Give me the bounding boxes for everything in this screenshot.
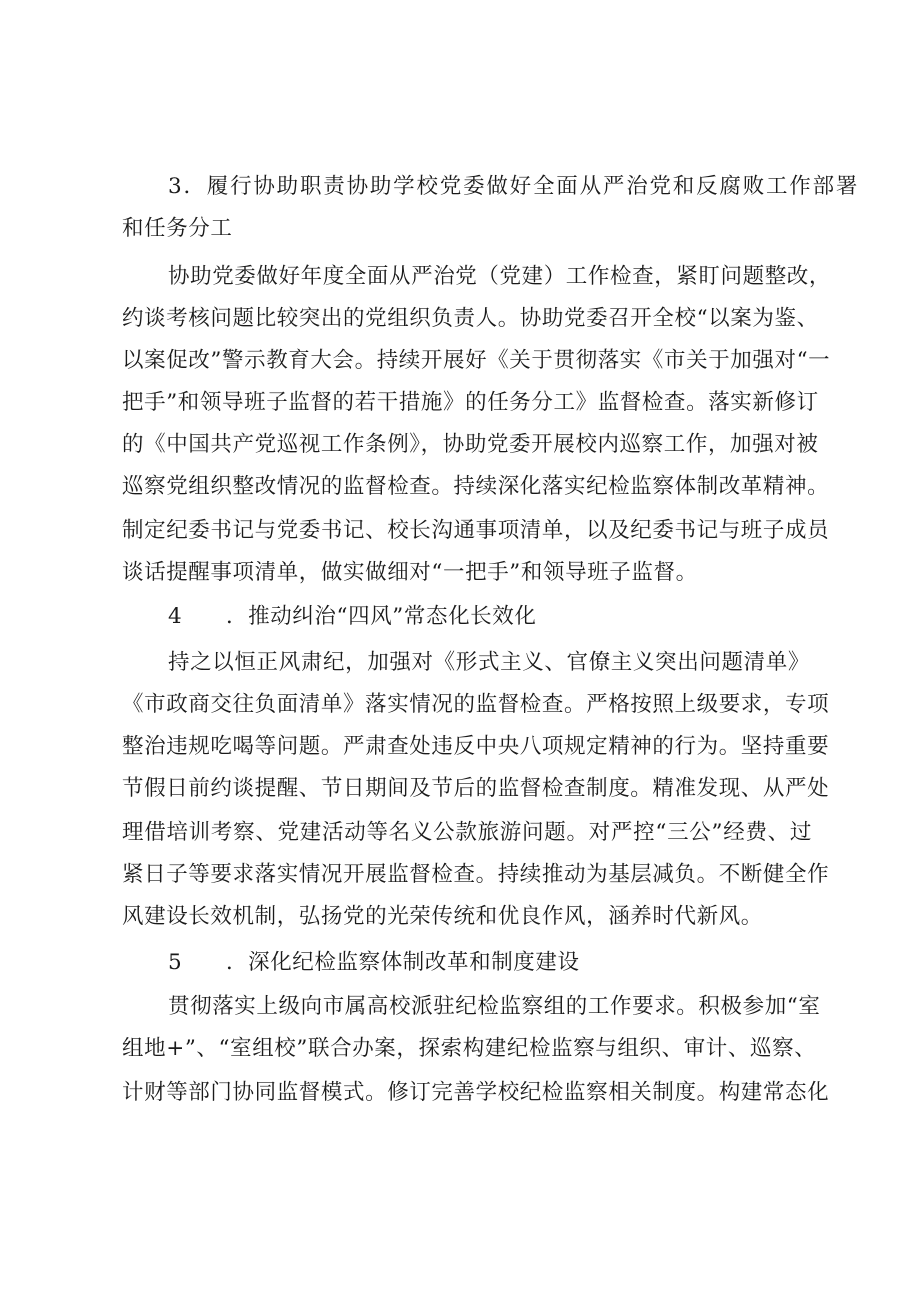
section-5-heading <box>168 948 858 978</box>
section-4-body-line-5: 理借培训考察、党建活动等名义公款旅游问题。对严控“三公”经费、过 <box>122 820 812 845</box>
section-3-body-line-4: 把手”和领导班子监督的若干措施》的任务分工》监督检查。落实新修订 <box>122 390 819 415</box>
section-3-body-line-8: 谈话提醒事项清单，做实做细对“一把手”和领导班子监督。 <box>122 560 698 585</box>
section-5-body-line-2: 组地+”、“室组校”联合办案，探索构建纪检监察与组织、审计、巡察、 <box>122 1036 817 1061</box>
section-3-body-line-7: 制定纪委书记与党委书记、校长沟通事项清单，以及纪委书记与班子成员 <box>122 518 830 543</box>
section-4-body-line-4: 节假日前约谈提醒、节日期间及节后的监督检查制度。精准发现、从严处 <box>122 776 830 801</box>
section-3-heading-line-2: 和任务分工 <box>122 216 233 241</box>
section-5-body-line-3: 计财等部门协同监督模式。修订完善学校纪检监察相关制度。构建常态化 <box>122 1080 830 1105</box>
section-3-body-line-5: 的《中国共产党巡视工作条例》，协助党委开展校内巡察工作，加强对被 <box>122 432 819 457</box>
section-5-body-line-1: 贯彻落实上级向市属高校派驻纪检监察组的工作要求。积极参加“室 <box>168 994 821 1019</box>
section-4-heading <box>168 602 858 632</box>
section-4-body-line-3: 整治违规吃喝等问题。严肃查处违反中央八项规定精神的行为。坚持重要 <box>122 734 830 759</box>
section-3-body-line-3: 以案促改”警示教育大会。持续开展好《关于贯彻落实《市关于加强对“一 <box>122 348 831 373</box>
section-4-body-line-1: 持之以恒正风肃纪，加强对《形式主义、官僚主义突出问题清单》 <box>168 650 810 675</box>
section-4-body-line-2: 《市政商交往负面清单》落实情况的监督检查。严格按照上级要求，专项 <box>122 692 830 717</box>
section-3-heading-line-1: 3．履行协助职责协助学校党委做好全面从严治党和反腐败工作部署 <box>168 174 858 199</box>
section-4-heading-text: ．推动纠治“四风”常态化长效化 <box>226 604 537 629</box>
section-4-body-line-7: 风建设长效机制，弘扬党的光荣传统和优良作风，涵养时代新风。 <box>122 904 763 929</box>
section-3-body-line-1: 协助党委做好年度全面从严治党（党建）工作检查，紧盯问题整改， <box>168 264 832 289</box>
section-4-heading-number: 4 <box>168 604 183 629</box>
section-5-heading-number: 5 <box>168 950 183 975</box>
section-3-body-line-2: 约谈考核问题比较突出的党组织负责人。协助党委召开全校“以案为鉴、 <box>122 306 819 331</box>
section-5-heading-text: ．深化纪检监察体制改革和制度建设 <box>226 950 580 975</box>
section-3-body-line-6: 巡察党组织整改情况的监督检查。持续深化落实纪检监察体制改革精神。 <box>122 474 830 499</box>
section-4-body-line-6: 紧日子等要求落实情况开展监督检查。持续推动为基层减负。不断健全作 <box>122 862 830 887</box>
